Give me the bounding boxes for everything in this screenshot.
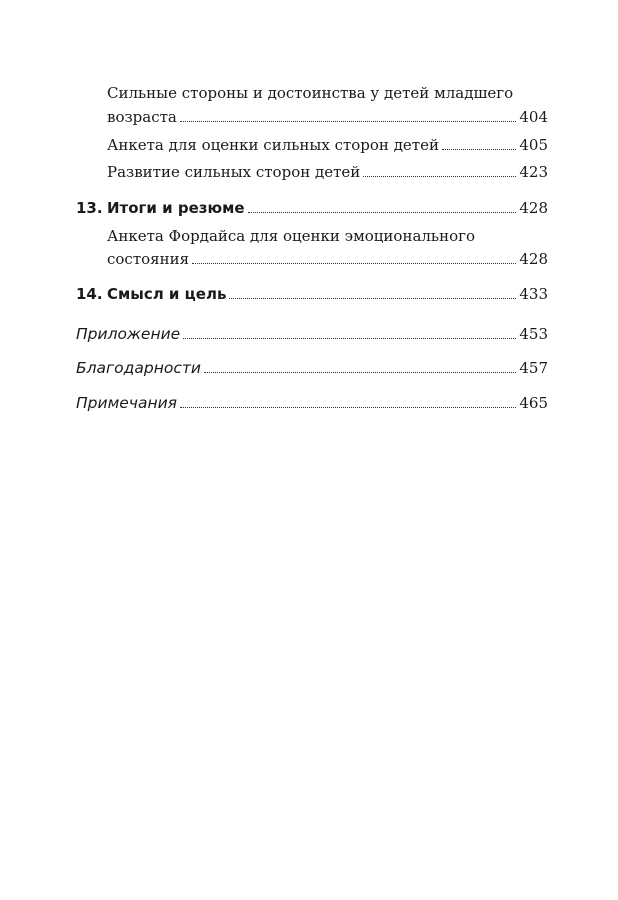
chapter-number: 13.	[76, 199, 103, 217]
toc-page-number: 404	[519, 108, 548, 126]
back-matter-title: Примечания	[76, 394, 177, 412]
toc-page-number: 428	[519, 250, 548, 268]
back-matter-title: Приложение	[76, 325, 181, 343]
toc-page-number: 428	[519, 199, 548, 217]
toc-entry-title: состояния	[107, 250, 190, 268]
toc-entry-title: Анкета Фордайса для оценки эмоционального	[107, 227, 476, 245]
toc-entry-title: Анкета для оценки сильных сторон детей	[107, 136, 439, 154]
toc-entry-title: Сильные стороны и достоинства у детей младшего	[107, 84, 514, 102]
toc-back-matter-entry	[76, 359, 548, 377]
toc-entry-line	[107, 250, 548, 268]
toc-page-number: 453	[519, 325, 548, 343]
chapter-title: Смысл и цель	[107, 285, 227, 303]
dot-leader	[248, 211, 517, 213]
toc-page-number: 405	[519, 136, 548, 154]
dot-leader	[180, 406, 516, 408]
chapter-number: 14.	[76, 285, 103, 303]
dot-leader	[180, 120, 517, 122]
toc-chapter-entry	[76, 199, 548, 217]
toc-entry-title: Развитие сильных сторон детей	[107, 163, 361, 181]
toc-entry-line	[107, 108, 548, 126]
toc-entry	[107, 136, 548, 154]
toc-page-number: 423	[519, 163, 548, 181]
toc-chapter-entry	[76, 285, 548, 303]
dot-leader	[229, 297, 516, 299]
back-matter-title: Благодарности	[76, 359, 201, 377]
toc-back-matter-entry	[76, 394, 548, 412]
toc-entry	[107, 163, 548, 181]
toc-entry-line	[107, 227, 548, 245]
dot-leader	[204, 371, 516, 373]
toc-page-number: 465	[519, 394, 548, 412]
toc-page-number: 433	[519, 285, 548, 303]
toc-entry-line	[107, 84, 548, 102]
toc-back-matter-entry	[76, 325, 548, 343]
toc-entry-title: возраста	[107, 108, 177, 126]
dot-leader	[363, 175, 516, 177]
dot-leader	[192, 262, 516, 264]
dot-leader	[442, 148, 516, 150]
dot-leader	[183, 337, 516, 339]
toc-page-number: 457	[519, 359, 548, 377]
chapter-title: Итоги и резюме	[107, 199, 245, 217]
